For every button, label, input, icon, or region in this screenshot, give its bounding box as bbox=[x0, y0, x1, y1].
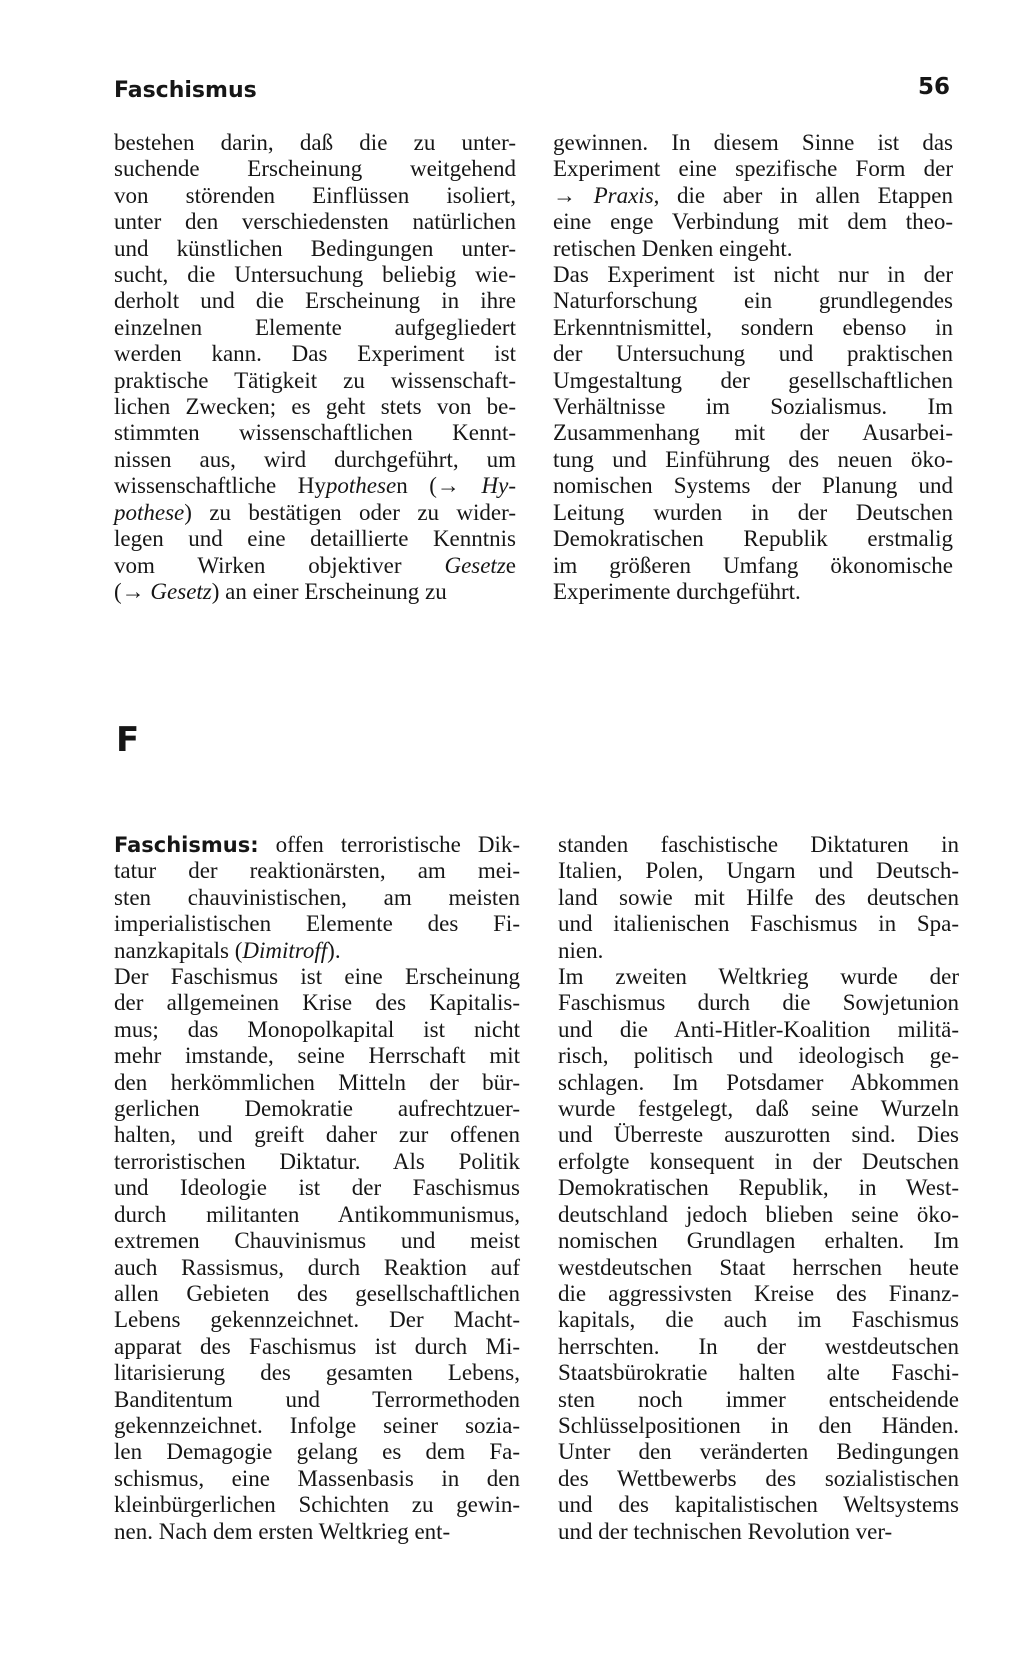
text-line: des Wettbewerbs des sozialistischen bbox=[558, 1465, 959, 1491]
text-line: → Praxis, die aber in allen Etappen bbox=[553, 182, 953, 208]
text-line: von störenden Einflüssen isoliert, bbox=[114, 182, 516, 208]
text-line: wissenschaftliche Hypothesen (→ Hy- bbox=[114, 473, 516, 499]
text-line: im größeren Umfang ökonomische bbox=[553, 552, 953, 578]
entry-right-column bbox=[558, 832, 959, 1545]
text-line: legen und eine detaillierte Kenntnis bbox=[114, 526, 516, 552]
text-line: eine enge Verbindung mit dem theo- bbox=[553, 209, 953, 235]
text-line: land sowie mit Hilfe des deutschen bbox=[558, 884, 959, 910]
text-line: gewinnen. In diesem Sinne ist das bbox=[553, 130, 953, 155]
text-line: Leitung wurden in der Deutschen bbox=[553, 499, 953, 525]
text-line: pothese) zu bestätigen oder zu wider- bbox=[114, 499, 516, 525]
text-line: kleinbürgerlichen Schichten zu gewin- bbox=[114, 1492, 520, 1518]
text-line: extremen Chauvinismus und meist bbox=[114, 1228, 520, 1254]
top-right-column bbox=[553, 130, 953, 605]
text-line: bestehen darin, daß die zu unter- bbox=[114, 130, 516, 155]
text-line: und Ideologie ist der Faschismus bbox=[114, 1175, 520, 1201]
text-line: vom Wirken objektiver Gesetze bbox=[114, 552, 516, 578]
text-line: terroristischen Diktatur. Als Politik bbox=[114, 1148, 520, 1174]
text-line: Umgestaltung der gesellschaftlichen bbox=[553, 367, 953, 393]
text-line: Faschismus durch die Sowjetunion bbox=[558, 990, 959, 1016]
text-line: und der technischen Revolution ver- bbox=[558, 1518, 893, 1544]
text-line: werden kann. Das Experiment ist bbox=[114, 341, 516, 367]
section-letter: F bbox=[116, 720, 140, 760]
text-line: Demokratischen Republik erstmalig bbox=[553, 526, 953, 552]
entry-definition bbox=[114, 832, 520, 964]
text-line: schismus, eine Massenbasis in den bbox=[114, 1465, 520, 1491]
text-line: halten, und greift daher zur offenen bbox=[114, 1122, 520, 1148]
text-line: imperialistischen Elemente des Fi- bbox=[114, 911, 520, 937]
text-line: Experimente durchgeführt. bbox=[553, 578, 801, 604]
text-line: sucht, die Untersuchung beliebig wie- bbox=[114, 262, 516, 288]
text-line: Demokratischen Republik, in West- bbox=[558, 1175, 959, 1201]
text-line: praktische Tätigkeit zu wissenschaft- bbox=[114, 367, 516, 393]
text-line: tung und Einführung des neuen öko- bbox=[553, 446, 953, 472]
text-line: Naturforschung ein grundlegendes bbox=[553, 288, 953, 314]
text-line: sten chauvinistischen, am meisten bbox=[114, 884, 520, 910]
text-line: deutschland jedoch blieben seine öko- bbox=[558, 1201, 959, 1227]
paragraph bbox=[558, 964, 959, 1545]
text-line: Der Faschismus ist eine Erscheinung bbox=[114, 964, 520, 990]
text-line: Das Experiment ist nicht nur in der bbox=[553, 262, 953, 288]
text-line: westdeutschen Staat herrschen heute bbox=[558, 1254, 959, 1280]
paragraph bbox=[558, 832, 959, 964]
text-line: Zusammenhang mit der Ausarbei- bbox=[553, 420, 953, 446]
text-line: Erkenntnismittel, sondern ebenso in bbox=[553, 314, 953, 340]
text-line: die aggressivsten Kreise des Finanz- bbox=[558, 1280, 959, 1306]
text-line: Unter den veränderten Bedingungen bbox=[558, 1439, 959, 1465]
text-line: nissen aus, wird durchgeführt, um bbox=[114, 446, 516, 472]
paragraph bbox=[114, 964, 520, 1545]
text-line: durch militanten Antikommunismus, bbox=[114, 1201, 520, 1227]
text-line: litarisierung des gesamten Lebens, bbox=[114, 1360, 520, 1386]
text-line: einzelnen Elemente aufgegliedert bbox=[114, 314, 516, 340]
text-line: retischen Denken eingeht. bbox=[553, 235, 793, 261]
text-line: len Demagogie gelang es dem Fa- bbox=[114, 1439, 520, 1465]
running-head: Faschismus bbox=[114, 78, 257, 103]
text-line: kapitals, die auch im Faschismus bbox=[558, 1307, 959, 1333]
text-line: Verhältnisse im Sozialismus. Im bbox=[553, 394, 953, 420]
text-line: lichen Zwecken; es geht stets von be- bbox=[114, 394, 516, 420]
paragraph bbox=[553, 262, 953, 605]
text-line: Experiment eine spezifische Form der bbox=[553, 156, 953, 182]
text-line: derholt und die Erscheinung in ihre bbox=[114, 288, 516, 314]
text-line: (→ Gesetz) an einer Erscheinung zu bbox=[114, 578, 447, 604]
text-line: Schlüsselpositionen in den Händen. bbox=[558, 1412, 959, 1438]
text-line: erfolgte konsequent in der Deutschen bbox=[558, 1148, 959, 1174]
text-line: herrschten. In der westdeutschen bbox=[558, 1333, 959, 1359]
text-line: nen. Nach dem ersten Weltkrieg ent- bbox=[114, 1518, 451, 1544]
headword: Faschismus: bbox=[114, 833, 259, 857]
text-line: unter den verschiedensten natürlichen bbox=[114, 209, 516, 235]
text-line: der Untersuchung und praktischen bbox=[553, 341, 953, 367]
text-line: nien. bbox=[558, 937, 604, 963]
paragraph bbox=[114, 130, 516, 605]
text-line: und die Anti-Hitler-Koalition militä- bbox=[558, 1016, 959, 1042]
text-line: sten noch immer entscheidende bbox=[558, 1386, 959, 1412]
text-line: Banditentum und Terrormethoden bbox=[114, 1386, 520, 1412]
page-number: 56 bbox=[918, 74, 951, 100]
text-line: Im zweiten Weltkrieg wurde der bbox=[558, 964, 959, 990]
text-line: suchende Erscheinung weitgehend bbox=[114, 156, 516, 182]
text-line: stimmten wissenschaftlichen Kennt- bbox=[114, 420, 516, 446]
text-line: standen faschistische Diktaturen in bbox=[558, 832, 959, 857]
text-line: wurde festgelegt, daß seine Wurzeln bbox=[558, 1096, 959, 1122]
text-line: tatur der reaktionärsten, am mei- bbox=[114, 858, 520, 884]
text-line: Italien, Polen, Ungarn und Deutsch- bbox=[558, 858, 959, 884]
text-line: nomischen Systems der Planung und bbox=[553, 473, 953, 499]
text-line: und Überreste auszurotten sind. Dies bbox=[558, 1122, 959, 1148]
text-line: und italienischen Faschismus in Spa- bbox=[558, 911, 959, 937]
entry-left-column bbox=[114, 832, 520, 1545]
text-line: Staatsbürokratie halten alte Faschi- bbox=[558, 1360, 959, 1386]
text-line: gekennzeichnet. Infolge seiner sozia- bbox=[114, 1412, 520, 1438]
text-line: und des kapitalistischen Weltsystems bbox=[558, 1492, 959, 1518]
entry-line: offen terroristische Dik- bbox=[258, 832, 520, 857]
text-line: und künstlichen Bedingungen unter- bbox=[114, 235, 516, 261]
text-line: risch, politisch und ideologisch ge- bbox=[558, 1043, 959, 1069]
text-line: mus; das Monopolkapital ist nicht bbox=[114, 1016, 520, 1042]
text-line: nanzkapitals (Dimitroff). bbox=[114, 937, 341, 963]
text-line: schlagen. Im Potsdamer Abkommen bbox=[558, 1069, 959, 1095]
text-line: Lebens gekennzeichnet. Der Macht- bbox=[114, 1307, 520, 1333]
text-line: den herkömmlichen Mitteln der bür- bbox=[114, 1069, 520, 1095]
text-line: nomischen Grundlagen erhalten. Im bbox=[558, 1228, 959, 1254]
text-line: apparat des Faschismus ist durch Mi- bbox=[114, 1333, 520, 1359]
text-line: gerlichen Demokratie aufrechtzuer- bbox=[114, 1096, 520, 1122]
paragraph bbox=[553, 130, 953, 262]
text-line: allen Gebieten des gesellschaftlichen bbox=[114, 1280, 520, 1306]
top-left-column bbox=[114, 130, 516, 605]
text-line: mehr imstande, seine Herrschaft mit bbox=[114, 1043, 520, 1069]
text-line: auch Rassismus, durch Reaktion auf bbox=[114, 1254, 520, 1280]
text-line: der allgemeinen Krise des Kapitalis- bbox=[114, 990, 520, 1016]
